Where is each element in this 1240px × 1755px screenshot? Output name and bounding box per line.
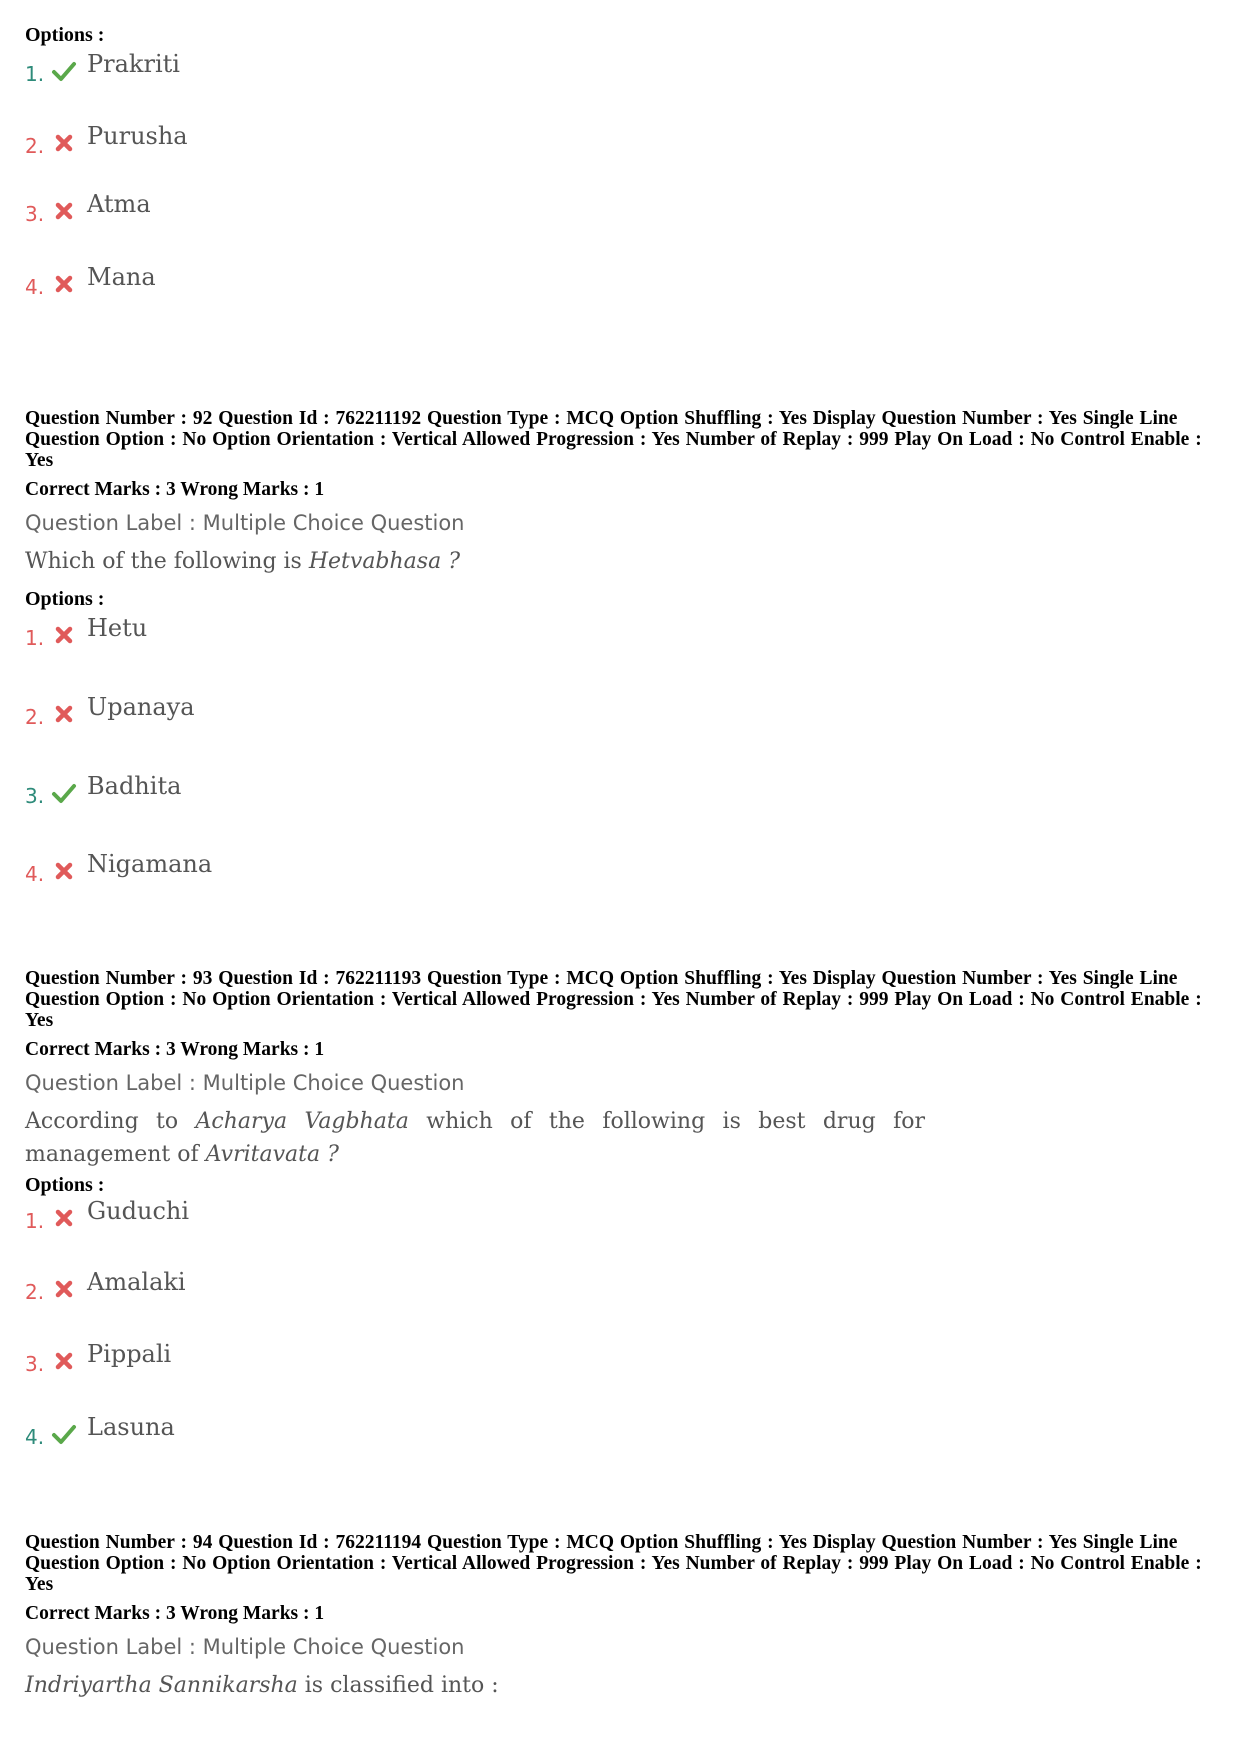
option-number: 1. xyxy=(25,1209,45,1233)
cross-icon xyxy=(51,622,77,648)
options-heading: Options : xyxy=(25,1174,105,1196)
option-number: 3. xyxy=(25,1352,45,1376)
cross-icon xyxy=(51,130,77,156)
question-label: Question Label : Multiple Choice Question xyxy=(25,511,465,535)
option-number: 4. xyxy=(25,1425,45,1449)
option-number: 1. xyxy=(25,626,45,650)
check-icon xyxy=(51,58,77,84)
question-block-94 xyxy=(25,1532,1225,1702)
option-number: 4. xyxy=(25,862,45,886)
option-number: 1. xyxy=(25,62,45,86)
option-text: Nigamana xyxy=(87,850,213,878)
option-number: 2. xyxy=(25,134,45,158)
option-number: 2. xyxy=(25,705,45,729)
options-heading: Options : xyxy=(25,588,105,610)
option-number: 2. xyxy=(25,1280,45,1304)
cross-icon xyxy=(51,701,77,727)
cross-icon xyxy=(51,858,77,884)
question-marks: Correct Marks : 3 Wrong Marks : 1 xyxy=(25,1039,325,1060)
option-text: Pippali xyxy=(87,1340,172,1368)
question-block-92 xyxy=(25,408,1225,578)
cross-icon xyxy=(51,1276,77,1302)
option-text: Guduchi xyxy=(87,1197,190,1225)
cross-icon xyxy=(51,1348,77,1374)
option-text: Hetu xyxy=(87,614,148,642)
option-number: 4. xyxy=(25,275,45,299)
check-icon xyxy=(51,1421,77,1447)
question-label: Question Label : Multiple Choice Question xyxy=(25,1071,465,1095)
option-number: 3. xyxy=(25,784,45,808)
question-meta: Question Number : 92 Question Id : 762211192 Question Type : MCQ Option Shuffling : Yes Display Question Number : Yes Single Line Question Option : No Option Orientation : Vertical Allowed Progression : Yes Number of Replay : 999 Play On Load : No Control Enable : Yes xyxy=(25,408,1202,471)
question-marks: Correct Marks : 3 Wrong Marks : 1 xyxy=(25,1603,325,1624)
question-label: Question Label : Multiple Choice Question xyxy=(25,1635,465,1659)
question-text: According to Acharya Vagbhata which of the following is best drug for management of Avritavata ? xyxy=(25,1109,925,1167)
option-text: Mana xyxy=(87,263,156,291)
question-meta: Question Number : 93 Question Id : 762211193 Question Type : MCQ Option Shuffling : Yes Display Question Number : Yes Single Line Question Option : No Option Orientation : Vertical Allowed Progression : Yes Number of Replay : 999 Play On Load : No Control Enable : Yes xyxy=(25,968,1202,1031)
question-text: Indriyartha Sannikarsha is classified into : xyxy=(25,1673,499,1698)
question-marks: Correct Marks : 3 Wrong Marks : 1 xyxy=(25,479,325,500)
options-heading: Options : xyxy=(25,24,105,46)
question-text: Which of the following is Hetvabhasa ? xyxy=(25,549,461,574)
question-meta: Question Number : 94 Question Id : 762211194 Question Type : MCQ Option Shuffling : Yes Display Question Number : Yes Single Line Question Option : No Option Orientation : Vertical Allowed Progression : Yes Number of Replay : 999 Play On Load : No Control Enable : Yes xyxy=(25,1532,1202,1595)
option-text: Badhita xyxy=(87,772,182,800)
cross-icon xyxy=(51,271,77,297)
question-block-93 xyxy=(25,968,1225,1171)
option-text: Amalaki xyxy=(87,1268,186,1296)
option-text: Purusha xyxy=(87,122,188,150)
option-text: Lasuna xyxy=(87,1413,175,1441)
option-text: Upanaya xyxy=(87,693,195,721)
option-text: Atma xyxy=(87,190,151,218)
option-text: Prakriti xyxy=(87,50,180,78)
cross-icon xyxy=(51,1205,77,1231)
cross-icon xyxy=(51,198,77,224)
check-icon xyxy=(51,780,77,806)
option-number: 3. xyxy=(25,202,45,226)
